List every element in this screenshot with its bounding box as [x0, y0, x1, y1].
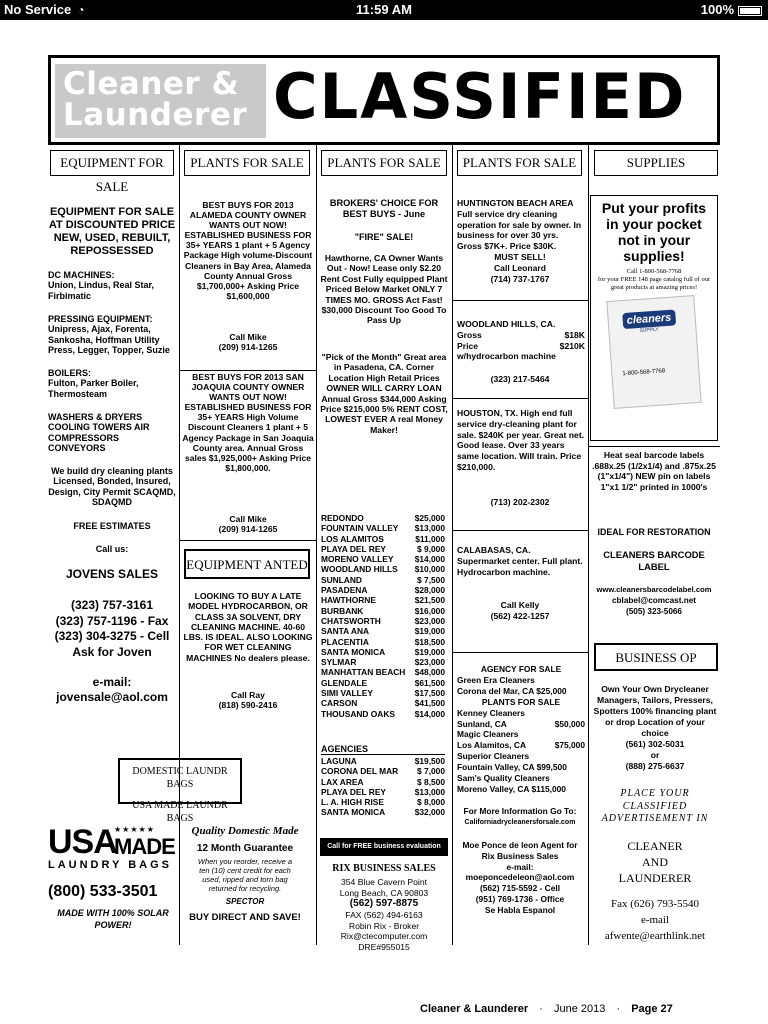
header-business-op: BUSINESS OP — [594, 643, 718, 671]
listing-price: $19,500 — [414, 756, 445, 766]
listing-city: PLAYA DEL REY — [321, 786, 387, 797]
listing-price: $11,000 — [415, 533, 445, 544]
wanted-ad: LOOKING TO BUY A LATE MODEL HYDROCARBON, OR CLASS 3A SOLVENT, DRY CLEANING MACHINE. 40-60 LBS. IS IDEAL. ALSO LOOKING FOR WET CLEANING MACHINES No dealers please. — [183, 591, 313, 663]
listing-city: SANTA ANA — [321, 626, 370, 637]
listing-row — [321, 797, 445, 807]
listing-city: PASADENA — [321, 585, 368, 596]
status-bar — [0, 0, 768, 20]
place-ad-box: PLACE YOUR CLASSIFIED ADVERTISEMENT IN CLEANER AND LAUNDERER Fax (626) 793-5540 e-mail afwente@earthlink.net — [601, 788, 709, 942]
jovens-contact: (323) 757-3161 (323) 757-1196 - Fax (323) 304-3275 - Cell Ask for Joven — [54, 598, 170, 659]
brand-logo: Cleaner & Launderer — [55, 64, 266, 138]
listing-price: $18,500 — [414, 636, 445, 647]
listing-city: GLENDALE — [321, 677, 368, 688]
free-estimates: FREE ESTIMATES — [73, 521, 151, 531]
hawthorne-ad: Hawthorne, CA Owner Wants Out - Now! Lease only $2.20 Rent Cost Fully equipped Plant Priced Below Market ONLY 7 TIMES MO. GROSS Act Fast! $30,000 Discount Too Good To Pass Up — [320, 253, 448, 326]
barcode-title: CLEANERS BARCODE LABEL — [603, 549, 705, 572]
listing-row — [321, 807, 445, 817]
listing-price: $19,000 — [414, 626, 445, 637]
listing-city: SIMI VALLEY — [321, 688, 373, 699]
column-divider — [316, 145, 317, 945]
header-plants-sale-1: PLANTS FOR SALE — [184, 150, 310, 176]
listing-row — [321, 637, 445, 647]
listing-price: $14,000 — [414, 708, 445, 719]
listing-row — [321, 544, 445, 554]
woodland-phone: (323) 217-5464 — [490, 374, 550, 384]
listing-row — [321, 626, 445, 636]
divider — [589, 446, 720, 447]
spector-logo: SPECTOR — [225, 897, 265, 906]
houston-ad: HOUSTON, TX. High end full service dry-cleaning plant for sale. $240K per year. Great net. Good lease. Over 33 years same location. Will train. Price $210,000. — [457, 408, 585, 472]
boilers: BOILERS: Fulton, Parker Boiler, Thermosteam — [48, 368, 139, 399]
divider — [180, 370, 316, 371]
listing-price: $ 9,000 — [417, 543, 445, 554]
listing-price: $17,500 — [414, 688, 445, 699]
sanjoaquia-contact: Call Mike (209) 914-1265 — [218, 514, 278, 535]
column-divider — [452, 145, 453, 945]
listing-city: SUNLAND — [321, 574, 362, 585]
listing-price: $14,000 — [414, 554, 445, 565]
listing-city: CORONA DEL MAR — [321, 766, 399, 777]
sanjoaquia-ad: BEST BUYS FOR 2013 SAN JOAQUIA COUNTY OWNER WANTS OUT NOW! ESTABLISHED BUSINESS FOR 35+ YEARS High Volume Discount Cleaners 1 plant + 5 Agency Package in San Joaquia County area. Annual Gross sales $1,925,000+ Asking Price $1,800,000. — [182, 372, 314, 473]
moe-contact: Moe Ponce de leon Agent for Rix Business Sales e-mail: moeponcedeleon@aol.com (562) 715-5592 - Cell (951) 769-1736 - Office Se Habla Espanol — [462, 840, 578, 915]
brokers-choice: BROKERS' CHOICE FOR BEST BUYS - June — [329, 198, 439, 219]
divider — [453, 300, 588, 301]
jovens-email: e-mail: jovensale@aol.com — [56, 675, 168, 704]
misc-equipment: WASHERS & DRYERS COOLING TOWERS AIR COMPRESSORS CONVEYORS — [48, 412, 150, 454]
listing-row — [321, 564, 445, 574]
listing-city: MANHATTAN BEACH — [321, 667, 406, 678]
wifi-icon: ◔ — [77, 3, 85, 17]
listing-row — [321, 534, 445, 544]
agencies-title: AGENCIES — [321, 744, 369, 754]
listing-city: CHATSWORTH — [321, 615, 381, 626]
business-op-ad: Own Your Own Drycleaner Managers, Tailors, Pressers, Spotters 100% financing plant or drop Location of your choice (561) 302-5031 or (888) 275-6637 — [593, 684, 717, 771]
listing-row — [321, 523, 445, 533]
listing-city: THOUSAND OAKS — [321, 708, 395, 719]
cleaners-supply-ad: Put your profits in your pocket not in your supplies! Call 1-800-568-7768 for your FREE 148 page catalog full of our great products at amazing prices! cleaners SUPPLY 1-800-568-7768 — [590, 195, 718, 441]
page-title: CLASSIFIED — [273, 60, 687, 133]
equipment-headline: EQUIPMENT FOR SALE AT DISCOUNTED PRICE NEW, USED, REBUILT, REPOSSESSED — [48, 206, 176, 257]
wanted-contact: Call Ray (818) 590-2416 — [218, 690, 278, 711]
listing-row — [321, 766, 445, 776]
divider — [321, 754, 445, 755]
listing-city: SYLMAR — [321, 657, 357, 668]
free-evaluation-banner: Call for FREE business evaluation — [320, 838, 448, 856]
call-us: Call us: — [95, 544, 129, 554]
header-equipment-sale: EQUIPMENT FOR SALE — [50, 150, 174, 176]
page-footer: Cleaner & Launderer · June 2013 · Page 27 — [420, 1003, 673, 1015]
laundry-bags-box: DOMESTIC LAUNDR BAGS USA MADE LAUNDR BAGS — [118, 758, 242, 804]
listing-price: $48,000 — [414, 667, 445, 678]
listing-row — [321, 709, 445, 719]
usa-made-logo: USA ★★★★★ MADE LAUNDRY BAGS (800) 533-3501 MADE WITH 100% SOLAR POWER! — [48, 823, 175, 930]
listing-city: L. A. HIGH RISE — [321, 797, 384, 808]
listing-price: $23,000 — [414, 657, 445, 668]
listing-row — [321, 667, 445, 677]
alameda-contact: Call Mike (209) 914-1265 — [218, 332, 278, 353]
header-plants-sale-2: PLANTS FOR SALE — [321, 150, 447, 176]
listing-city: HAWTHORNE — [321, 595, 376, 606]
listing-city: REDONDO — [321, 513, 364, 523]
listing-price: $32,000 — [414, 807, 445, 818]
huntington-contact: MUST SELL! Call Leonard (714) 737-1767 — [490, 252, 550, 284]
listing-city: SANTA MONICA — [321, 807, 386, 818]
build-plants: We build dry cleaning plants Licensed, Bonded, Insured, Design, City Permit SCAQMD, SDAQMD — [48, 466, 176, 508]
header-supplies: SUPPLIES — [594, 150, 718, 176]
listing-city: LAGUNA — [321, 756, 357, 766]
listing-row — [321, 777, 445, 787]
rix-title: RIX BUSINESS SALES — [332, 863, 436, 874]
listing-price: $16,000 — [414, 605, 445, 616]
listing-price: $13,000 — [414, 786, 445, 797]
listing-price: $13,000 — [414, 523, 445, 534]
agency-plants-list: AGENCY FOR SALE Green Era Cleaners Corona del Mar, CA $25,000 PLANTS FOR SALE Kenney Cleaners Sunland, CA $50,000 Magic Cleaners Los Alamitos, CA $75,000 Superior Cleaners Fountain Valley, CA $99,500 Sam's Quality Cleaners Moreno Valley, CA $115,000 — [457, 664, 585, 794]
pressing-equipment: PRESSING EQUIPMENT: Unipress, Ajax, Forenta, Sankosha, Hoffman Utility Press, Legger, Topper, Suzie — [48, 314, 170, 356]
listing-city: SANTA MONICA — [321, 646, 386, 657]
listing-row — [321, 647, 445, 657]
listing-city: LOS ALAMITOS — [321, 533, 384, 544]
plant-listings — [321, 513, 445, 719]
listing-price: $19,000 — [414, 646, 445, 657]
listing-row — [321, 575, 445, 585]
listing-city: PLAYA DEL REY — [321, 543, 387, 554]
carrier-label: No Service ◔ — [4, 2, 85, 17]
calabasas-ad: CALABASAS, CA. Supermarket center. Full plant. Hydrocarbon machine. — [457, 545, 583, 577]
listing-row — [321, 595, 445, 605]
rix-contact: 354 Blue Cavern Point Long Beach, CA 90803 (562) 597-8875 FAX (562) 494-6163 Robin Rix - Broker Rix@ctecomputer.com DRE#955015 — [339, 877, 429, 952]
header-plants-sale-3: PLANTS FOR SALE — [457, 150, 582, 176]
divider — [453, 652, 588, 653]
battery-indicator: 100% — [701, 2, 762, 17]
listing-row — [321, 554, 445, 564]
listing-row — [321, 657, 445, 667]
column-divider — [588, 145, 589, 945]
pick-of-month: "Pick of the Month" Great area in Pasadena, CA. Corner Location High Retail Prices OWNER WILL CARRY LOAN Annual Gross $344,000 Asking Price $215,000 5% RENT COST, LOWEST EVER A real Money Maker! — [320, 352, 448, 435]
listing-city: MORENO VALLEY — [321, 554, 394, 565]
company-name: JOVENS SALES — [65, 567, 159, 581]
listing-price: $ 7,000 — [417, 766, 445, 777]
listing-price: $28,000 — [414, 585, 445, 596]
masthead — [48, 55, 720, 145]
listing-price: $23,000 — [414, 615, 445, 626]
divider — [180, 540, 316, 541]
listing-price: $ 8,500 — [417, 776, 445, 787]
barcode-contact: www.cleanersbarcodelabel.com cblabel@comcast.net (505) 323-5066 — [596, 585, 712, 616]
listing-row — [321, 606, 445, 616]
listing-price: $61,500 — [414, 677, 445, 688]
fire-sale: "FIRE" SALE! — [354, 232, 414, 242]
listing-price: $25,000 — [414, 513, 445, 523]
agency-listings — [321, 756, 445, 818]
calabasas-contact: Call Kelly (562) 422-1257 — [490, 600, 550, 621]
quality-ad: Quality Domestic Made 12 Month Guarantee When you reorder, receive a ten (10) cent credit for each used, ripped and torn bag returned for recycling. SPECTOR BUY DIRECT AND SAVE! — [180, 825, 310, 923]
listing-city: BURBANK — [321, 605, 364, 616]
listing-price: $21,500 — [414, 595, 445, 606]
restoration: IDEAL FOR RESTORATION — [597, 527, 711, 537]
listing-price: $ 8,000 — [417, 797, 445, 808]
listing-city: WOODLAND HILLS — [321, 564, 398, 575]
listing-row — [321, 585, 445, 595]
listing-row — [321, 513, 445, 523]
listing-city: PLACENTIA — [321, 636, 369, 647]
listing-row — [321, 787, 445, 797]
listing-row — [321, 756, 445, 766]
houston-phone: (713) 202-2302 — [490, 497, 550, 507]
divider — [453, 398, 588, 399]
catalog-image: cleaners SUPPLY 1-800-568-7768 — [606, 295, 701, 409]
divider — [453, 530, 588, 531]
listing-city: CARSON — [321, 698, 358, 709]
listing-row — [321, 678, 445, 688]
huntington-ad: HUNTINGTON BEACH AREA Full service dry cleaning operation for sale by owner. In business for over 30 yrs. Gross $7K+. Price $30K. — [457, 198, 582, 252]
alameda-ad: BEST BUYS FOR 2013 ALAMEDA COUNTY OWNER WANTS OUT NOW! ESTABLISHED BUSINESS FOR 35+ YEARS 1 plant + 5 Agency Package High volume-Discount Cleaners in Bay Area, Alameda County Annual Gross $1,700,000+ Asking Price $1,600,000 — [183, 200, 313, 301]
listing-city: FOUNTAIN VALLEY — [321, 523, 399, 534]
barcode-labels: Heat seal barcode labels .688x.25 (1/2x1/4) and .875x.25 (1"x1/4") NEW pin on labels 1"x1 1/2" printed in 1000's — [592, 450, 716, 493]
woodland-ad: WOODLAND HILLS, CA. Gross $18K Price $210K w/hydrocarbon machine — [457, 319, 585, 362]
battery-icon — [738, 6, 762, 16]
dc-machines: DC MACHINES: Union, Lindus, Real Star, Firbimatic — [48, 270, 155, 301]
listing-row — [321, 698, 445, 708]
listing-price: $10,000 — [414, 564, 445, 575]
more-info: For More Information Go To: Californiadrycleanersforsale.com — [463, 806, 577, 826]
listing-city: LAX AREA — [321, 776, 364, 787]
header-equipment-wanted: EQUIPMENT ANTED — [184, 549, 310, 579]
listing-row — [321, 688, 445, 698]
listing-price: $ 7,500 — [417, 574, 445, 585]
clock: 11:59 AM — [356, 2, 412, 17]
listing-row — [321, 616, 445, 626]
listing-price: $41,500 — [414, 698, 445, 709]
